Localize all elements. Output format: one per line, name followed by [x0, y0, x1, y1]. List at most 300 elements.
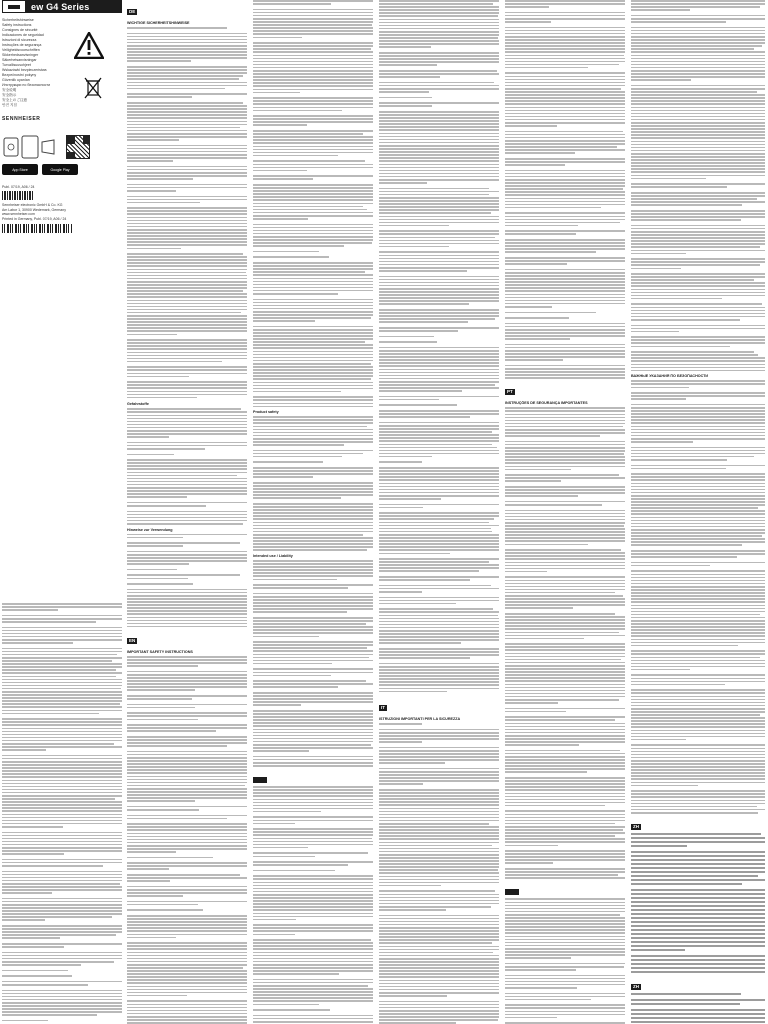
text-line	[631, 61, 765, 63]
company-line: Sennheiser electronic GmbH & Co. KG	[2, 203, 63, 208]
text-line	[631, 76, 765, 78]
text-line	[379, 967, 499, 969]
text-line	[253, 256, 329, 258]
text-line	[127, 868, 169, 870]
text-line	[127, 342, 247, 344]
text-line	[631, 246, 760, 248]
series-title-bar	[2, 0, 122, 13]
text-line	[505, 216, 625, 218]
text-line	[127, 1013, 247, 1015]
text-line	[127, 48, 247, 50]
text-line	[631, 141, 765, 143]
text-line	[505, 107, 625, 109]
text-line	[2, 660, 112, 662]
text-line	[127, 318, 247, 320]
text-line	[2, 820, 122, 822]
text-line	[253, 79, 373, 81]
text-line	[379, 863, 499, 865]
text-line	[631, 733, 765, 735]
text-line	[253, 834, 373, 836]
text-line	[379, 525, 499, 527]
text-line	[253, 450, 373, 452]
text-line	[127, 369, 247, 371]
text-line	[631, 681, 765, 683]
text-line	[631, 632, 765, 634]
text-line	[379, 123, 499, 125]
text-line	[253, 537, 373, 539]
text-line	[127, 345, 247, 347]
text-line	[379, 350, 499, 352]
text-line	[127, 934, 247, 936]
text-line	[505, 158, 625, 160]
text-line	[127, 72, 247, 74]
text-line	[505, 39, 625, 41]
text-line	[253, 175, 373, 177]
text-line	[127, 754, 247, 756]
text-line	[505, 783, 625, 785]
text-line	[253, 375, 373, 377]
text-line	[631, 70, 765, 72]
text-line	[253, 396, 373, 398]
text-line	[2, 981, 122, 983]
text-line	[253, 744, 371, 746]
text-line	[379, 255, 499, 257]
text-line	[253, 795, 373, 797]
text-line	[379, 300, 499, 302]
text-line	[631, 538, 765, 540]
text-line	[631, 234, 765, 236]
text-line	[631, 79, 691, 81]
text-line	[505, 662, 625, 664]
text-line	[127, 484, 247, 486]
text-line	[505, 571, 547, 573]
text-line	[505, 444, 625, 446]
text-line	[379, 890, 495, 892]
text-line	[505, 459, 625, 461]
text-line	[631, 36, 765, 38]
text-line	[379, 826, 499, 828]
text-line	[379, 918, 499, 920]
text-line	[631, 678, 765, 680]
text-line	[253, 970, 373, 972]
text-line	[2, 737, 122, 739]
text-line	[631, 863, 765, 865]
text-line	[505, 278, 625, 280]
text-line	[631, 592, 765, 594]
text-line	[631, 639, 765, 641]
text-line	[505, 576, 625, 578]
text-line	[505, 420, 625, 422]
text-line	[505, 939, 625, 941]
text-line	[505, 131, 623, 133]
text-block	[505, 407, 625, 879]
text-line	[505, 738, 625, 740]
language-tag-zh: ZH	[633, 984, 639, 989]
text-line	[505, 182, 625, 184]
text-line	[253, 320, 315, 322]
text-line	[2, 844, 122, 846]
text-line	[631, 748, 765, 750]
text-line	[2, 691, 122, 693]
text-line	[379, 927, 499, 929]
text-line	[253, 930, 373, 932]
section-heading: Product safety	[253, 410, 279, 415]
text-line	[505, 134, 625, 136]
text-line	[253, 332, 373, 334]
text-line	[505, 18, 625, 20]
text-line	[631, 971, 765, 973]
text-line	[253, 476, 313, 478]
text-line	[127, 656, 247, 658]
text-line	[631, 689, 765, 691]
text-line	[253, 33, 373, 35]
text-line	[631, 450, 765, 452]
text-line	[631, 231, 765, 233]
text-line	[505, 674, 625, 676]
text-line	[127, 278, 247, 280]
text-line	[127, 785, 245, 787]
text-line	[253, 611, 347, 613]
text-line	[253, 716, 373, 718]
text-line	[379, 814, 499, 816]
text-line	[127, 769, 247, 771]
text-block	[631, 0, 765, 371]
text-line	[379, 936, 499, 938]
text-line	[127, 857, 213, 859]
text-line	[631, 629, 765, 631]
text-line	[127, 54, 247, 56]
text-line	[505, 942, 625, 944]
text-line	[631, 319, 740, 321]
text-line	[379, 276, 499, 278]
text-line	[2, 648, 122, 650]
text-line	[2, 904, 122, 906]
text-line	[505, 79, 625, 81]
text-line	[2, 1008, 122, 1010]
text-line	[127, 955, 247, 957]
text-line	[631, 404, 765, 406]
text-line	[505, 817, 625, 819]
text-line	[379, 983, 499, 985]
text-line	[253, 245, 344, 247]
text-line	[253, 155, 338, 157]
text-line	[127, 845, 247, 847]
text-line	[631, 39, 765, 41]
text-line	[2, 743, 114, 745]
text-line	[505, 607, 573, 609]
text-line	[631, 1017, 765, 1019]
text-line	[253, 18, 373, 20]
text-line	[505, 522, 625, 524]
text-line	[253, 212, 373, 214]
text-line	[379, 425, 499, 427]
language-item: Bezpečnostní pokyny	[2, 73, 37, 77]
text-line	[505, 768, 625, 770]
text-line	[505, 119, 625, 121]
text-line	[631, 426, 765, 428]
brand-name: SENNHEISER	[2, 116, 41, 122]
text-line	[379, 756, 499, 758]
text-line	[379, 738, 499, 740]
text-line	[127, 102, 243, 104]
text-line	[379, 243, 499, 245]
text-line	[379, 976, 499, 978]
text-line	[253, 916, 373, 918]
text-line	[631, 58, 765, 60]
text-line	[505, 1007, 625, 1009]
text-line	[253, 506, 373, 508]
text-line	[2, 654, 117, 656]
text-line	[505, 122, 625, 124]
text-line	[379, 857, 499, 859]
text-line	[2, 913, 122, 915]
text-line	[2, 993, 122, 995]
text-line	[379, 952, 493, 954]
text-line	[253, 338, 373, 340]
text-line	[379, 498, 441, 500]
text-line	[379, 216, 499, 218]
section-heading: ВАЖНЫЕ УКАЗАНИЯ ПО БЕЗОПАСНОСТИ	[631, 374, 709, 379]
text-line	[631, 1003, 740, 1005]
text-line	[253, 89, 373, 91]
text-line	[127, 93, 247, 95]
text-line	[379, 479, 499, 481]
text-line	[505, 693, 625, 695]
text-line	[253, 680, 366, 682]
text-line	[2, 700, 122, 702]
text-line	[127, 296, 247, 298]
text-line	[127, 967, 243, 969]
text-line	[631, 1021, 765, 1023]
text-line	[2, 724, 122, 726]
text-line	[127, 36, 247, 38]
text-line	[127, 355, 247, 357]
text-line	[127, 315, 247, 317]
text-line	[253, 903, 373, 905]
text-line	[505, 125, 557, 127]
section-heading: ISTRUZIONI IMPORTANTI PER LA SICUREZZA	[379, 717, 461, 722]
text-line	[505, 948, 625, 950]
text-line	[379, 882, 499, 884]
text-line	[2, 795, 122, 797]
text-line	[379, 570, 479, 572]
text-line	[127, 309, 247, 311]
text-block	[505, 0, 625, 379]
chinese-text-block	[631, 833, 765, 973]
text-line	[631, 441, 693, 443]
text-line	[505, 911, 625, 913]
text-line	[253, 629, 373, 631]
language-item: Wskazówki bezpieczeństwa	[2, 68, 47, 72]
text-line	[379, 230, 499, 232]
text-line	[253, 12, 373, 14]
text-line	[505, 284, 625, 286]
text-line	[2, 685, 122, 687]
text-line	[253, 422, 373, 424]
text-line	[505, 317, 569, 319]
text-line	[631, 941, 765, 943]
text-line	[127, 253, 243, 255]
text-line	[127, 465, 247, 467]
text-line	[127, 445, 247, 447]
text-line	[253, 710, 373, 712]
text-line	[253, 808, 373, 810]
text-line	[379, 762, 445, 764]
text-line	[379, 261, 499, 263]
text-line	[253, 747, 373, 749]
text-line	[253, 215, 373, 217]
text-line	[253, 429, 373, 431]
text-line	[631, 168, 765, 170]
text-line	[631, 165, 765, 167]
text-line	[631, 492, 765, 494]
text-line	[505, 36, 625, 38]
text-line	[379, 504, 499, 506]
text-line	[127, 742, 247, 744]
text-line	[631, 331, 679, 333]
text-line	[379, 585, 491, 587]
text-line	[253, 227, 373, 229]
text-line	[127, 995, 187, 997]
text-line	[127, 387, 247, 389]
text-line	[505, 805, 605, 807]
text-line	[379, 0, 499, 2]
text-line	[505, 294, 625, 296]
text-line	[379, 832, 499, 834]
text-line	[379, 654, 499, 656]
text-line	[253, 725, 373, 727]
text-line	[505, 462, 625, 464]
text-line	[2, 749, 46, 751]
text-line	[379, 1010, 499, 1012]
text-line	[505, 176, 625, 178]
text-line	[631, 438, 765, 440]
text-line	[253, 549, 367, 551]
text-line	[631, 879, 765, 881]
text-line	[127, 108, 247, 110]
text-line	[505, 920, 625, 922]
text-line	[631, 195, 765, 197]
text-block	[253, 560, 373, 767]
text-line	[379, 869, 498, 871]
text-line	[379, 294, 499, 296]
text-line	[631, 150, 765, 152]
text-line	[505, 549, 621, 551]
text-line	[127, 130, 247, 132]
text-line	[505, 332, 625, 334]
text-line	[379, 961, 499, 963]
text-line	[379, 200, 499, 202]
text-line	[505, 625, 625, 627]
text-line	[505, 789, 625, 791]
google-play-label: Google Play	[50, 167, 70, 172]
language-tag-zh: ZH	[633, 824, 639, 829]
text-line	[505, 756, 625, 758]
language-item: Safety instructions	[2, 23, 32, 27]
text-line	[631, 772, 765, 774]
text-line	[253, 426, 367, 428]
text-line	[631, 620, 765, 622]
text-line	[379, 203, 499, 205]
text-line	[2, 955, 122, 957]
text-line	[253, 531, 373, 533]
text-line	[127, 415, 247, 417]
text-line	[631, 479, 765, 481]
text-line	[379, 576, 499, 578]
text-line	[631, 144, 765, 146]
text-line	[505, 456, 625, 458]
text-line	[127, 196, 247, 198]
text-line	[253, 67, 373, 69]
text-line	[127, 327, 247, 329]
text-line	[127, 232, 247, 234]
text-line	[505, 371, 625, 373]
text-line	[379, 823, 489, 825]
text-line	[631, 769, 765, 771]
text-line	[505, 558, 625, 560]
text-line	[379, 145, 499, 147]
text-line	[253, 146, 373, 148]
text-line	[631, 357, 765, 359]
text-line	[127, 797, 247, 799]
text-line	[631, 556, 737, 558]
text-line	[127, 554, 247, 556]
text-line	[253, 97, 373, 99]
text-line	[253, 719, 373, 721]
text-line	[505, 696, 625, 698]
text-line	[631, 328, 765, 330]
text-line	[127, 172, 247, 174]
text-line	[379, 160, 499, 162]
text-line	[631, 598, 765, 600]
text-line	[379, 579, 470, 581]
text-line	[379, 209, 499, 211]
text-line	[127, 829, 247, 831]
text-line	[505, 281, 625, 283]
text-line	[253, 596, 373, 598]
text-line	[631, 186, 727, 188]
text-line	[631, 282, 765, 284]
text-line	[127, 895, 183, 897]
text-line	[253, 617, 373, 619]
text-line	[379, 1019, 498, 1021]
text-line	[127, 241, 247, 243]
text-line	[505, 859, 625, 861]
text-line	[505, 275, 625, 277]
text-line	[127, 982, 247, 984]
text-line	[379, 43, 499, 45]
text-line	[379, 111, 499, 113]
text-line	[253, 683, 373, 685]
text-line	[631, 806, 757, 808]
text-line	[379, 546, 499, 548]
text-line	[379, 225, 449, 227]
text-line	[505, 984, 625, 986]
text-line	[127, 952, 247, 954]
text-line	[379, 561, 489, 563]
text-line	[127, 1004, 247, 1006]
text-line	[127, 114, 247, 116]
text-line	[505, 741, 625, 743]
text-line	[379, 120, 499, 122]
text-line	[379, 735, 499, 737]
text-line	[253, 820, 373, 822]
text-line	[505, 723, 625, 725]
text-line	[631, 812, 758, 814]
text-line	[127, 766, 247, 768]
text-line	[505, 51, 625, 53]
text-line	[631, 237, 765, 239]
